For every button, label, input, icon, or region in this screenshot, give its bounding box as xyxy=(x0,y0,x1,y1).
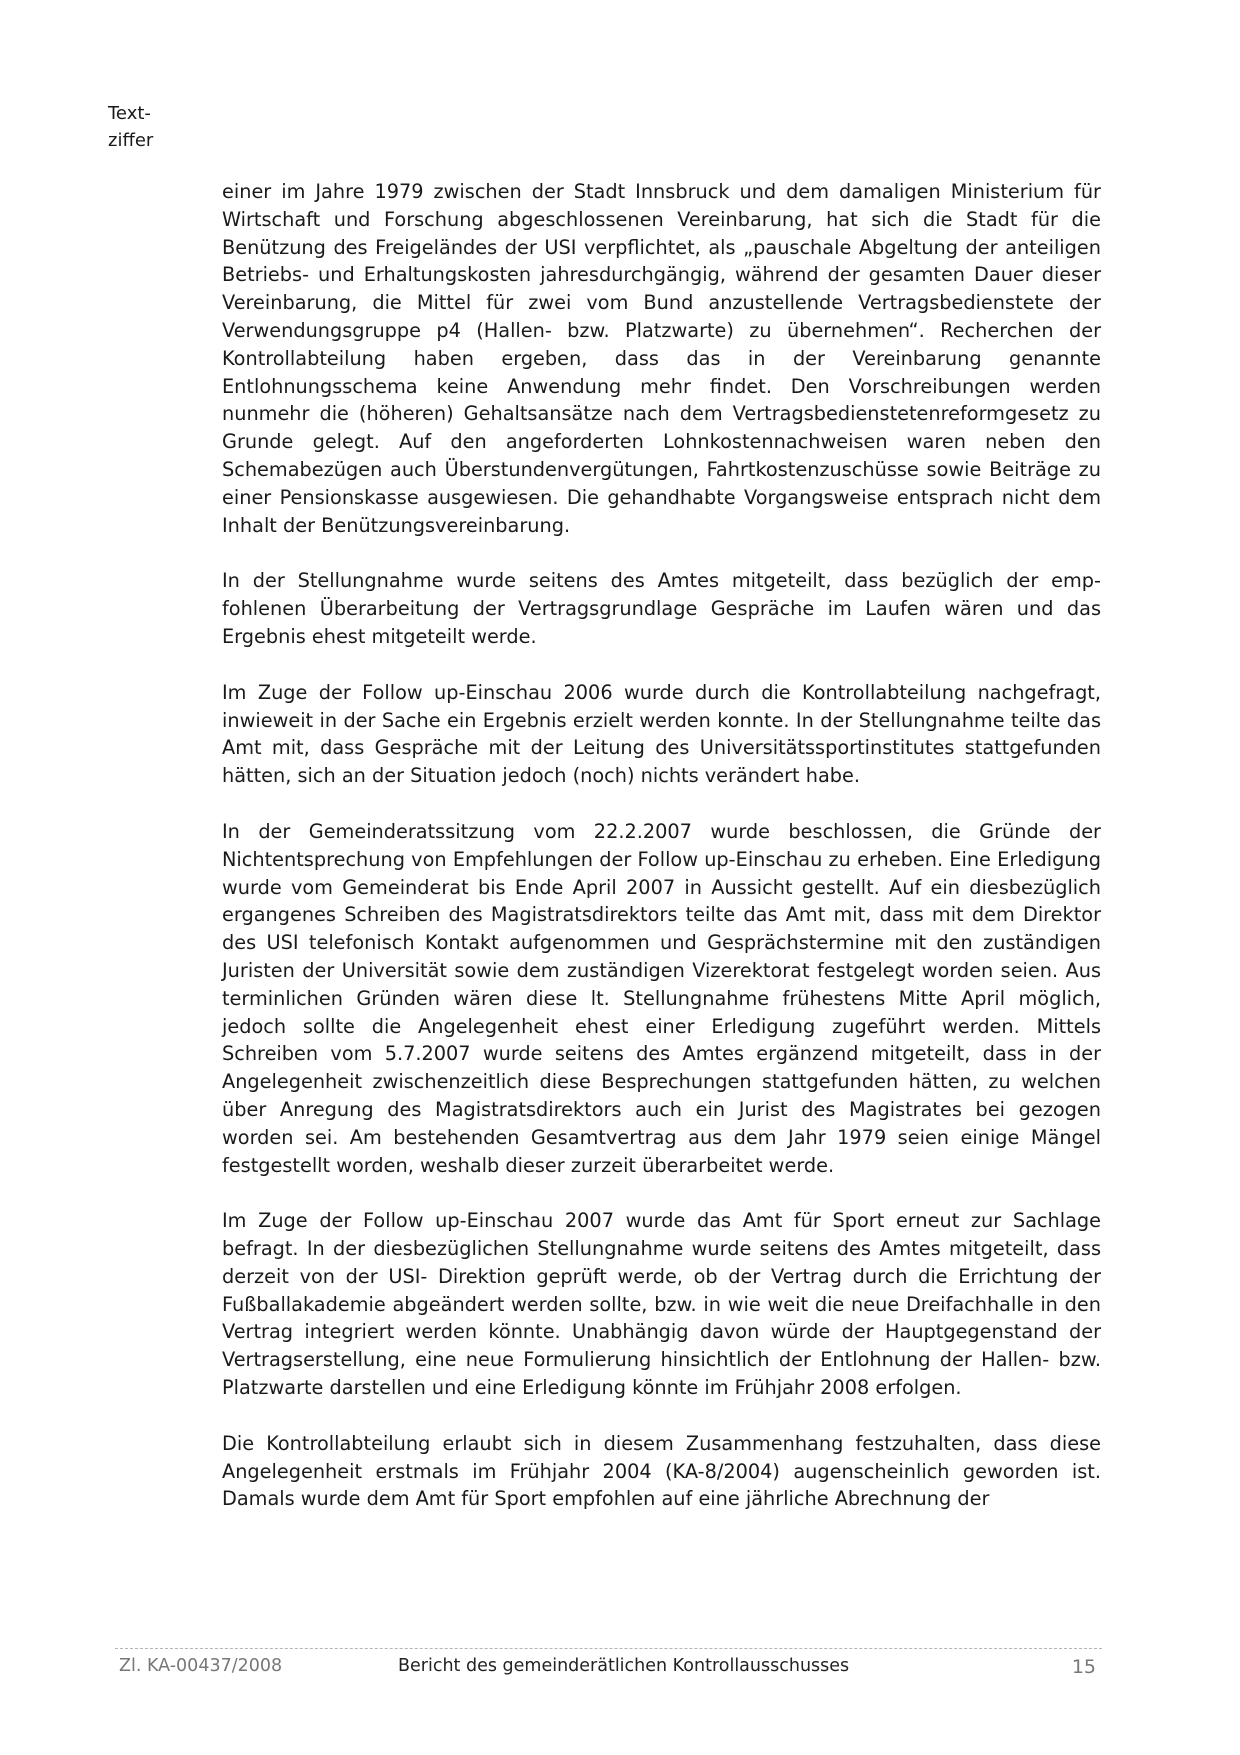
margin-label-line-1: Text- xyxy=(108,103,151,124)
page-number: 15 xyxy=(1071,1656,1096,1678)
paragraph-5: Im Zuge der Follow up-Einschau 2007 wurde das Amt für Sport erneut zur Sachlage befragt. In der diesbezüglichen Stellungnahme wurde seitens des Amtes mitgeteilt, dass derzeit von der USI- Direktion geprüft werde, ob der Vertrag durch die Errichtung der Fußballakademie abgeändert werden sollte, bzw. in wie weit die neue Dreifachhalle in den Vertrag integriert werden könnte. Unabhängig davon würde der Hauptgegenstand der Vertragserstellung, eine neue Formulierung hinsichtlich der Entlohnung der Hallen- bzw. Platzwarte darstellen und eine Erledigung könnte im Frühjahr 2008 erfolgen. xyxy=(222,1209,1101,1400)
paragraph-6: Die Kontrollabteilung erlaubt sich in diesem Zusammenhang festzuhalten, dass diese Angelegenheit erstmals im Frühjahr 2004 (KA-8/2004) augenscheinlich geworden ist. Damals wurde dem Amt für Sport empfohlen auf eine jährliche Abrechnung der xyxy=(222,1431,1101,1511)
page-footer xyxy=(115,1656,1102,1686)
margin-label-line-2: ziffer xyxy=(108,130,154,151)
paragraph-3: Im Zuge der Follow up-Einschau 2006 wurde durch die Kontrollabteilung nachgefragt, inwieweit in der Sache ein Ergebnis erzielt werden konnte. In der Stellungnahme teilte das Amt mit, dass Gespräche mit der Leitung des Universitätssportinstitutes stattgefunden hätten, sich an der Situation jedoch (noch) nichts verändert habe. xyxy=(222,680,1101,788)
margin-label-textziffer xyxy=(108,100,153,154)
footer-divider xyxy=(115,1648,1102,1649)
paragraph-1: einer im Jahre 1979 zwischen der Stadt Innsbruck und dem damaligen Ministerium für Wirtschaft und Forschung abgeschlossenen Vereinbarung, hat sich die Stadt für die Benützung des Freigeländes der USI verpflichtet, als „pauschale Abgeltung der anteiligen Betriebs- und Erhaltungskosten jahresdurchgängig, während der gesamten Dauer dieser Vereinbarung, die Mittel für zwei vom Bund anzustellende Vertragsbedienstete der Verwendungsgruppe p4 (Hallen- bzw. Platzwarte) zu übernehmen“. Recherchen der Kontrollabteilung haben ergeben, dass das in der Vereinbarung genannte Entlohnungsschema keine Anwendung mehr findet. Den Vorschreibungen werden nunmehr die (höheren) Gehaltsansätze nach dem Vertragsbedienstetenreformgesetz zu Grunde gelegt. Auf den angeforderten Lohnkostennachweisen waren neben den Schemabezügen auch Überstundenvergütungen, Fahrtkostenzuschüsse sowie Beiträge zu einer Pensionskasse ausgewiesen. Die gehandhabte Vorgangsweise entsprach nicht dem Inhalt der Benützungsvereinbarung. xyxy=(222,180,1101,537)
paragraph-2: In der Stellungnahme wurde seitens des Amtes mitgeteilt, dass bezüglich der empfohlenen Überarbeitung der Vertragsgrundlage Gespräche im Laufen wären und das Ergebnis ehest mitgeteilt werde. xyxy=(222,569,1101,648)
footer-title: Bericht des gemeinderätlichen Kontrollausschusses xyxy=(398,1656,850,1676)
body-text xyxy=(222,178,1101,1541)
footer-reference: Zl. KA-00437/2008 xyxy=(119,1656,283,1676)
paragraph-4: In der Gemeinderatssitzung vom 22.2.2007 wurde beschlossen, die Gründe der Nichtentsprechung von Empfehlungen der Follow up-Einschau zu erheben. Eine Erledigung wurde vom Gemeinderat bis Ende April 2007 in Aussicht gestellt. Auf ein diesbezüglich ergangenes Schreiben des Magistratsdirektors teilte das Amt mit, dass mit dem Direktor des USI telefonisch Kontakt aufgenommen und Gesprächstermine mit den zuständigen Juristen der Universität sowie dem zuständigen Vizerektorat festgelegt worden seien. Aus terminlichen Gründen wären diese lt. Stellungnahme frühestens Mitte April möglich, jedoch sollte die Angelegenheit ehest einer Erledigung zugeführt werden. Mittels Schreiben vom 5.7.2007 wurde seitens des Amtes ergänzend mitgeteilt, dass in der Angelegenheit zwischenzeitlich diese Besprechungen stattgefunden hätten, zu welchen über Anregung des Magistratsdirektors auch ein Jurist des Magistrates bei gezogen worden sei. Am bestehenden Gesamtvertrag aus dem Jahr 1979 seien einige Mängel festgestellt worden, weshalb dieser zurzeit überarbeitet werde. xyxy=(222,819,1101,1177)
